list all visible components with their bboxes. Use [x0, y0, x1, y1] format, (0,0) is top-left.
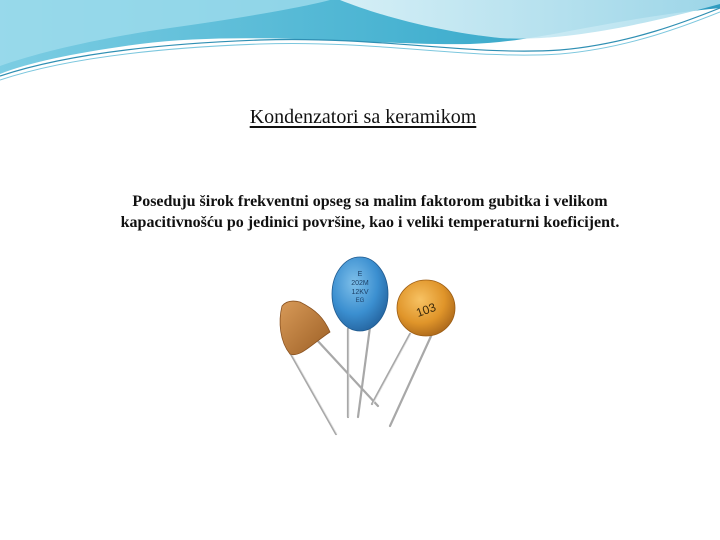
blue-capacitor-marking-4: EG [355, 298, 365, 304]
blue-capacitor-marking-1: E [357, 271, 363, 278]
header-wave-decoration [0, 0, 720, 90]
orange-capacitor-marking: 103 [414, 299, 438, 321]
orange-capacitor-icon [397, 280, 455, 336]
ceramic-capacitors-image [260, 254, 470, 439]
slide-body-text: Poseduju širok frekventni opseg sa malim faktorom gubitka i velikom kapacitivnošću po jedinici površine, kao i veliki temperaturni koeficijent. [120, 193, 620, 231]
blue-capacitor-marking-3: 12KV [351, 289, 369, 296]
slide-title: Kondenzatori sa keramikom [249, 106, 477, 128]
blue-capacitor-marking-2: 202M [351, 280, 369, 287]
blue-capacitor-icon [332, 257, 388, 331]
